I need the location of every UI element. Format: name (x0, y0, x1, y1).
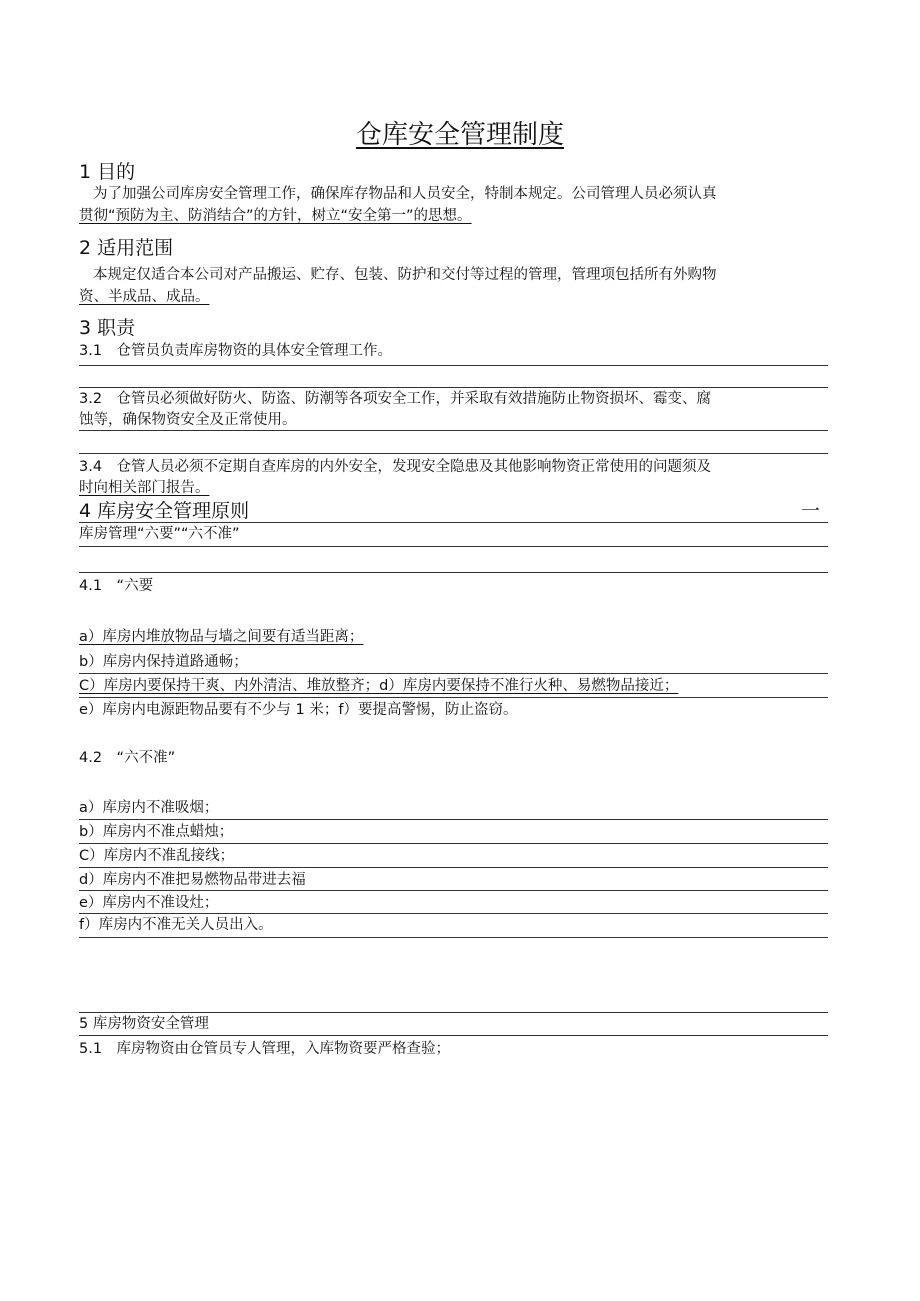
duty-3-1: 3.1 仓管员负责库房物资的具体安全管理工作。 (79, 343, 393, 359)
subsection-4-2-heading: 4.2 “六不准” (79, 750, 176, 766)
divider (79, 546, 828, 547)
divider (79, 1035, 828, 1036)
divider (79, 522, 828, 523)
dash-mark: 一 (800, 500, 820, 522)
divider (79, 453, 828, 454)
subsection-4-1-heading: 4.1 “六要 (79, 578, 154, 594)
duty-3-4-line-2: 时向相关部门报告。 (79, 480, 210, 496)
ban-d: d）库房内不准把易燃物品带进去福 (79, 872, 306, 888)
divider (79, 673, 828, 674)
section-2-heading: 2 适用范围 (79, 237, 174, 259)
section-3-heading: 3 职责 (79, 317, 136, 339)
section-5-heading: 5 库房物资安全管理 (79, 1016, 209, 1032)
rule-b: b）库房内保持道路通畅； (79, 654, 248, 670)
rule-e-f: e）库房内电源距物品要有不少与 1 米；f）要提高警惕，防止盗窃。 (79, 702, 518, 718)
divider (79, 387, 828, 388)
section-1-line-2: 贯彻“预防为主、防消结合”的方针，树立“安全第一”的思想。 (79, 208, 472, 224)
ban-b: b）库房内不准点蜡烛； (79, 824, 234, 840)
section-4-heading: 4 库房安全管理原则 (79, 500, 250, 522)
divider (79, 572, 828, 573)
ban-f: f）库房内不准无关人员出入。 (79, 917, 273, 933)
section-1-heading: 1 目的 (79, 161, 136, 183)
divider (79, 867, 828, 868)
ban-a: a）库房内不准吸烟； (79, 800, 219, 816)
ban-c: C）库房内不准乱接线； (79, 848, 235, 864)
duty-3-4-line-1: 3.4 仓管人员必须不定期自查库房的内外安全，发现安全隐患及其他影响物资正常使用的问题须及 (79, 459, 712, 475)
divider (79, 819, 828, 820)
duty-3-2-line-2: 蚀等，确保物资安全及正常使用。 (79, 412, 297, 428)
divider (79, 1012, 828, 1013)
divider (79, 913, 828, 914)
section-1-line-1: 为了加强公司库房安全管理工作，确保库存物品和人员安全，特制本规定。公司管理人员必须认真 (93, 186, 717, 202)
duty-3-2-line-1: 3.2 仓管员必须做好防火、防盗、防潮等各项安全工作，并采取有效措施防止物资损坏、霉变、腐 (79, 391, 712, 407)
divider (79, 937, 828, 938)
divider (79, 697, 828, 698)
divider (79, 890, 828, 891)
rule-a: a）库房内堆放物品与墙之间要有适当距离； (79, 629, 364, 645)
page-title: 仓库安全管理制度 (355, 120, 564, 150)
item-5-1: 5.1 库房物资由仓管员专人管理，入库物资要严格查验； (79, 1041, 451, 1057)
section-4-subtitle: 库房管理“六要”“六不准” (79, 526, 240, 542)
divider (79, 430, 828, 431)
ban-e: e）库房内不准设灶； (79, 895, 219, 911)
divider (79, 843, 828, 844)
rule-c-d: C）库房内要保持干爽、内外清洁、堆放整齐；d）库房内要保持不准行火种、易燃物品接近； (79, 678, 679, 694)
section-2-line-2: 资、半成品、成品。 (79, 289, 210, 305)
section-2-line-1: 本规定仅适合本公司对产品搬运、贮存、包装、防护和交付等过程的管理，管理项包括所有外购物 (93, 267, 717, 283)
divider (79, 365, 828, 366)
